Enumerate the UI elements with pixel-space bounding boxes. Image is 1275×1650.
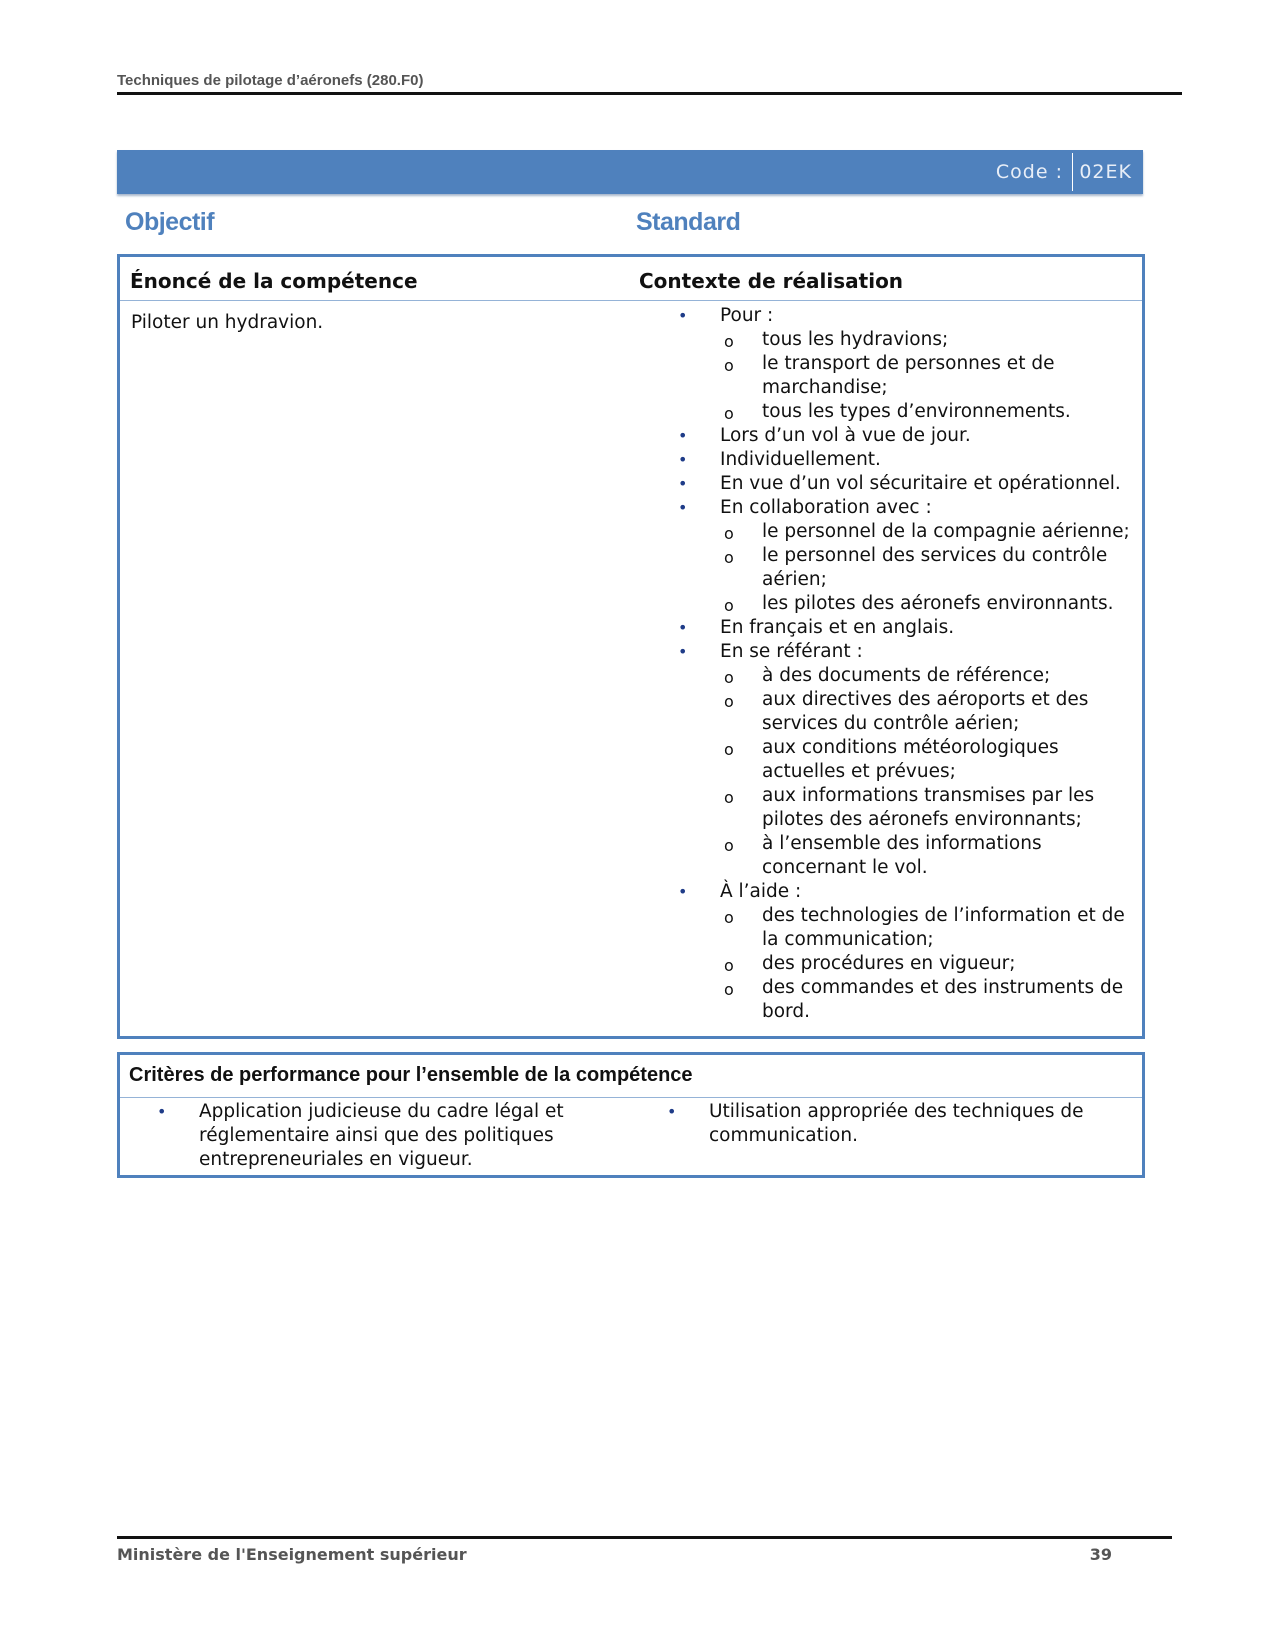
contexte-subitem bbox=[720, 904, 1140, 952]
bullet-icon: • bbox=[678, 450, 688, 469]
bullet-icon: o bbox=[724, 692, 734, 711]
criteria-right bbox=[639, 1100, 1119, 1148]
contexte-subitem bbox=[720, 544, 1140, 592]
contexte-item bbox=[650, 304, 1140, 424]
page-header bbox=[117, 72, 1182, 95]
contexte-subitem-text: les pilotes des aéronefs environnants. bbox=[762, 593, 1114, 614]
contexte-sublist bbox=[720, 520, 1140, 616]
document-title: Techniques de pilotage d’aéronefs (280.F0) bbox=[117, 72, 424, 89]
contexte-subitem bbox=[720, 520, 1140, 544]
bullet-icon: o bbox=[724, 668, 734, 687]
contexte-subitem bbox=[720, 328, 1140, 352]
contexte-subitem bbox=[720, 352, 1140, 400]
contexte-subitem-text: aux directives des aéroports et des services du contrôle aérien; bbox=[762, 689, 1089, 734]
contexte-item bbox=[650, 880, 1140, 1024]
contexte-bullets bbox=[650, 304, 1140, 1024]
contexte-subitem-text: des commandes et des instruments de bord. bbox=[762, 977, 1124, 1022]
header-divider bbox=[120, 300, 1142, 301]
criteria-left-list bbox=[129, 1100, 599, 1172]
contexte-subitem-text: aux conditions météorologiques actuelles et prévues; bbox=[762, 737, 1059, 782]
criteria-item-text: Utilisation appropriée des techniques de communication. bbox=[709, 1101, 1084, 1146]
contexte-item bbox=[650, 472, 1140, 496]
criteria-item bbox=[639, 1100, 1119, 1148]
contexte-sublist bbox=[720, 904, 1140, 1024]
contexte-item bbox=[650, 640, 1140, 880]
bullet-icon: o bbox=[724, 596, 734, 615]
code-label: Code : bbox=[995, 161, 1063, 183]
enonce-text: Piloter un hydravion. bbox=[131, 312, 324, 333]
contexte-item bbox=[650, 448, 1140, 472]
bullet-icon: o bbox=[724, 788, 734, 807]
criteria-item-text: Application judicieuse du cadre légal et réglementaire ainsi que des politiques entrepreneuriales en vigueur. bbox=[199, 1101, 564, 1170]
footer-ministry: Ministère de l'Enseignement supérieur bbox=[117, 1545, 467, 1564]
page-footer bbox=[117, 1536, 1172, 1564]
bullet-icon: o bbox=[724, 836, 734, 855]
bullet-icon: • bbox=[678, 642, 688, 661]
contexte-item-text: En français et en anglais. bbox=[720, 617, 955, 638]
bullet-icon: o bbox=[724, 740, 734, 759]
bullet-icon: o bbox=[724, 524, 734, 543]
contexte-item-text: Individuellement. bbox=[720, 449, 881, 470]
contexte-subitem bbox=[720, 688, 1140, 736]
contexte-subitem-text: des technologies de l’information et de la communication; bbox=[762, 905, 1125, 950]
bullet-icon: • bbox=[678, 882, 688, 901]
bullet-icon: o bbox=[724, 356, 734, 375]
bullet-icon: o bbox=[724, 404, 734, 423]
code-separator bbox=[1072, 153, 1073, 191]
contexte-subitem bbox=[720, 976, 1140, 1024]
bullet-icon: • bbox=[678, 306, 688, 325]
contexte-subitem bbox=[720, 832, 1140, 880]
bullet-icon: o bbox=[724, 956, 734, 975]
bullet-icon: o bbox=[724, 548, 734, 567]
contexte-subitem-text: à des documents de référence; bbox=[762, 665, 1051, 686]
contexte-subitem bbox=[720, 664, 1140, 688]
section-title-standard: Standard bbox=[636, 208, 741, 236]
contexte-item-text: En se référant : bbox=[720, 641, 863, 662]
contexte-subitem bbox=[720, 592, 1140, 616]
contexte-subitem bbox=[720, 952, 1140, 976]
contexte-subitem-text: à l’ensemble des informations concernant le vol. bbox=[762, 833, 1042, 878]
competence-table bbox=[117, 254, 1145, 1039]
contexte-subitem-text: le personnel des services du contrôle aérien; bbox=[762, 545, 1108, 590]
criteria-left bbox=[129, 1100, 599, 1172]
contexte-item bbox=[650, 496, 1140, 616]
contexte-subitem-text: le transport de personnes et de marchandise; bbox=[762, 353, 1055, 398]
contexte-item-text: Lors d’un vol à vue de jour. bbox=[720, 425, 971, 446]
section-title-objectif: Objectif bbox=[125, 208, 215, 236]
contexte-item-text: En collaboration avec : bbox=[720, 497, 932, 518]
bullet-icon: • bbox=[678, 498, 688, 517]
contexte-subitem bbox=[720, 400, 1140, 424]
contexte-item-text: Pour : bbox=[720, 305, 774, 326]
code-value: 02EK bbox=[1079, 161, 1132, 183]
bullet-icon: o bbox=[724, 980, 734, 999]
bullet-icon: • bbox=[678, 426, 688, 445]
bullet-icon: • bbox=[678, 474, 688, 493]
contexte-sublist bbox=[720, 664, 1140, 880]
bullet-icon: o bbox=[724, 332, 734, 351]
contexte-header: Contexte de réalisation bbox=[639, 269, 904, 293]
code-bar bbox=[117, 150, 1143, 194]
contexte-subitem-text: des procédures en vigueur; bbox=[762, 953, 1016, 974]
contexte-subitem bbox=[720, 784, 1140, 832]
contexte-item bbox=[650, 424, 1140, 448]
contexte-subitem bbox=[720, 736, 1140, 784]
contexte-item bbox=[650, 616, 1140, 640]
enonce-header: Énoncé de la compétence bbox=[130, 269, 418, 293]
contexte-subitem-text: tous les hydravions; bbox=[762, 329, 949, 350]
contexte-list bbox=[650, 304, 1140, 1024]
bullet-icon: • bbox=[667, 1102, 677, 1121]
criteria-table bbox=[117, 1052, 1145, 1178]
contexte-subitem-text: le personnel de la compagnie aérienne; bbox=[762, 521, 1130, 542]
criteria-divider bbox=[120, 1097, 1142, 1098]
contexte-subitem-text: tous les types d’environnements. bbox=[762, 401, 1071, 422]
contexte-item-text: En vue d’un vol sécuritaire et opérationnel. bbox=[720, 473, 1121, 494]
criteria-title: Critères de performance pour l’ensemble de la compétence bbox=[129, 1064, 693, 1086]
page-number: 39 bbox=[1089, 1545, 1112, 1564]
bullet-icon: • bbox=[157, 1102, 167, 1121]
contexte-item-text: À l’aide : bbox=[720, 881, 802, 902]
bullet-icon: o bbox=[724, 908, 734, 927]
contexte-sublist bbox=[720, 328, 1140, 424]
criteria-right-list bbox=[639, 1100, 1119, 1148]
contexte-subitem-text: aux informations transmises par les pilotes des aéronefs environnants; bbox=[762, 785, 1095, 830]
criteria-item bbox=[129, 1100, 599, 1172]
bullet-icon: • bbox=[678, 618, 688, 637]
